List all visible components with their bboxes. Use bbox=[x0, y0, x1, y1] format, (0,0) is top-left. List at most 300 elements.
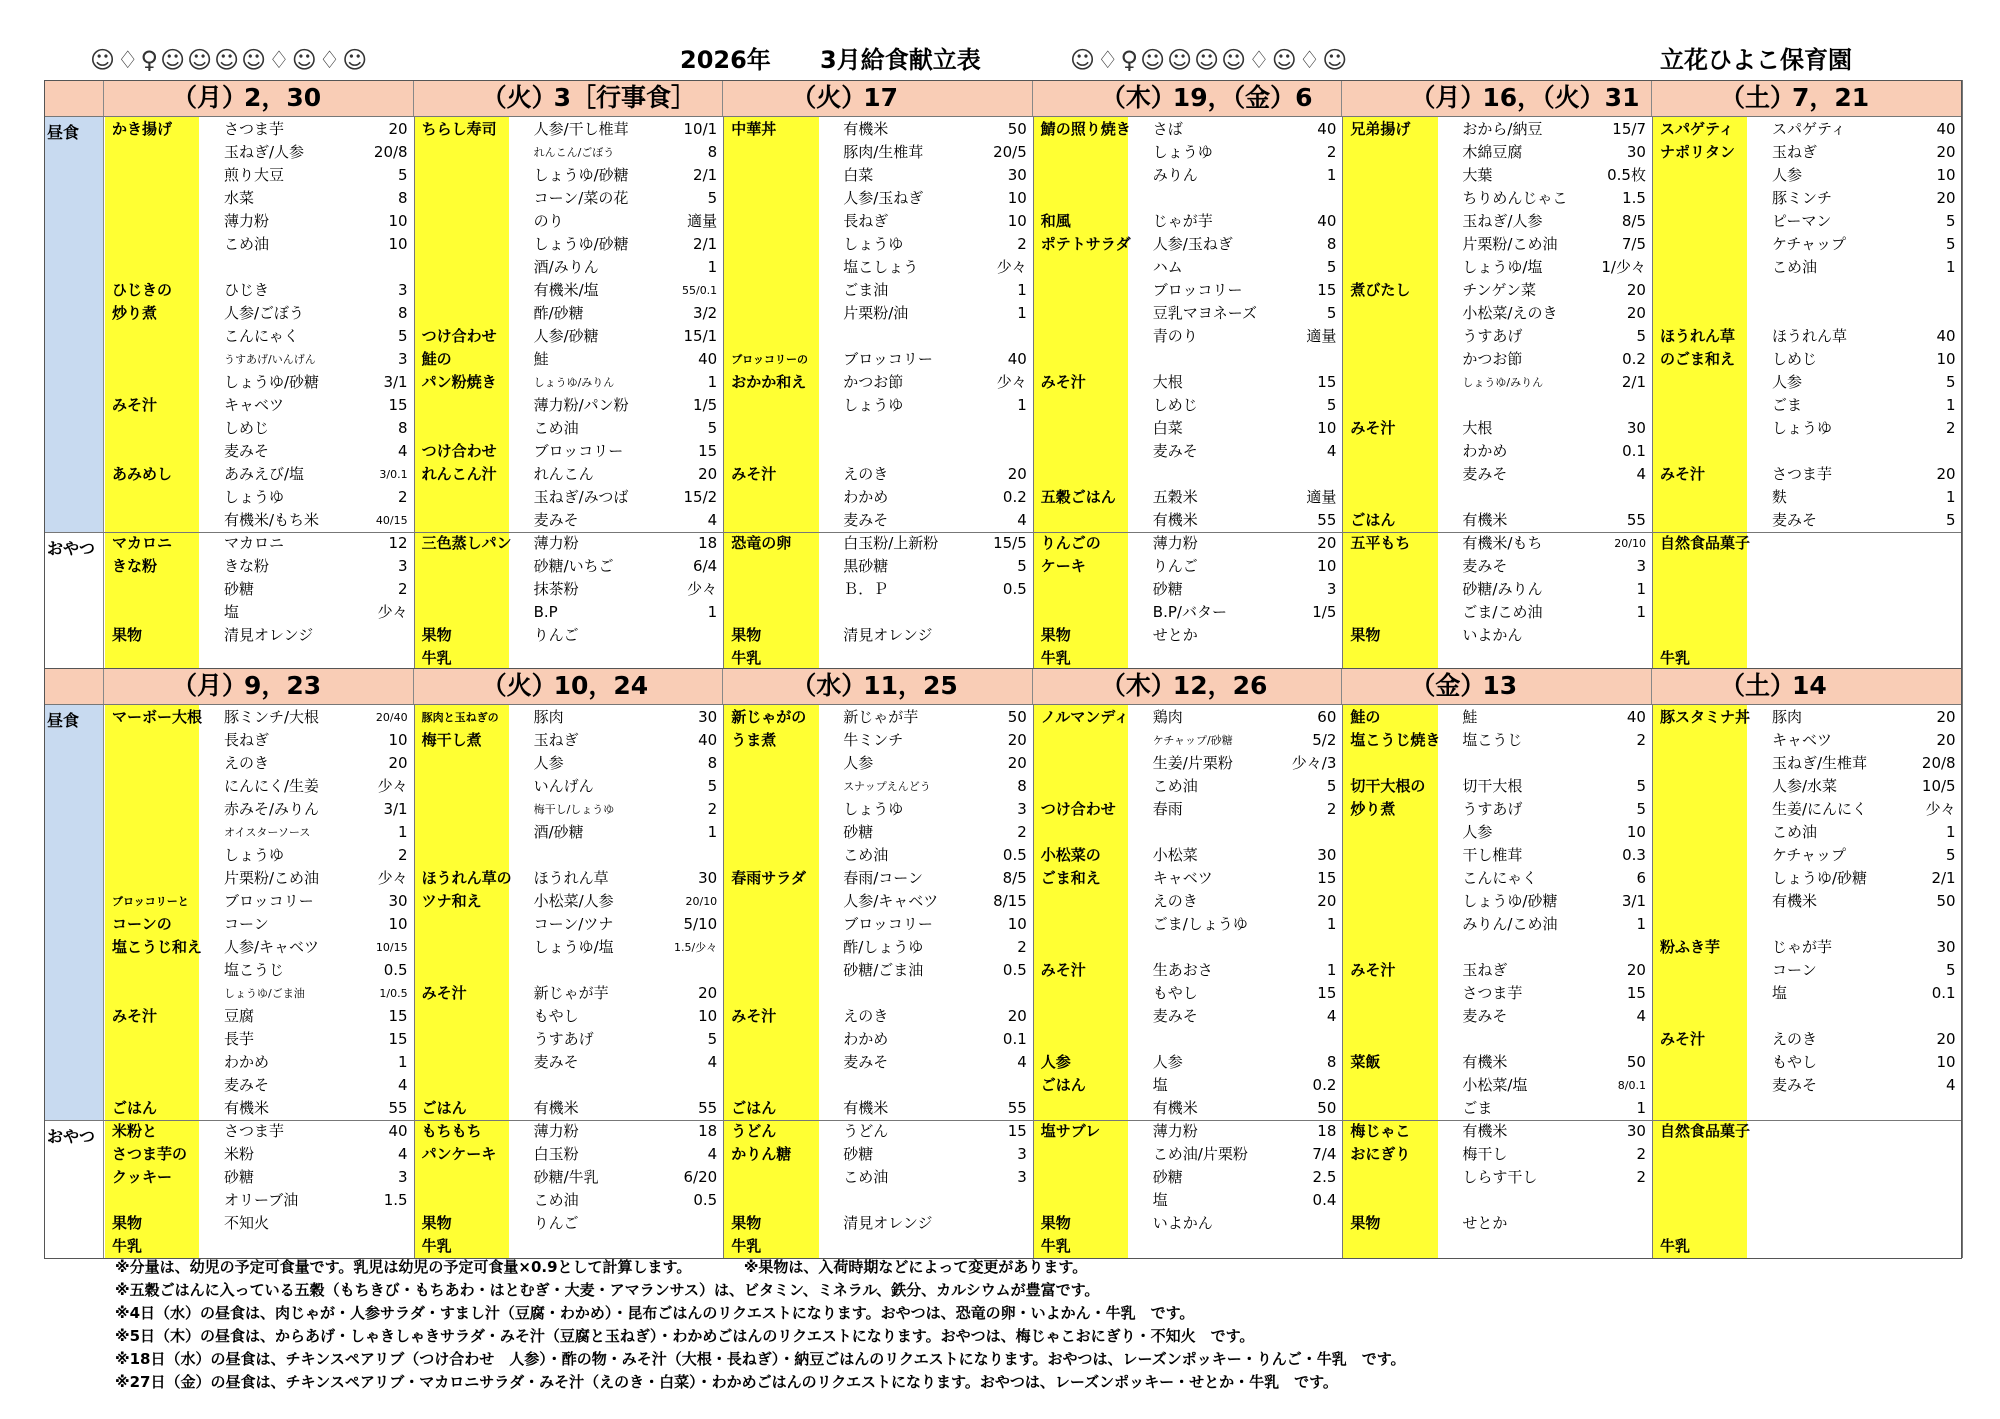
ingredient: 赤みそ/みりん bbox=[224, 800, 320, 818]
ingredient: 抹茶粉 bbox=[533, 580, 579, 598]
ingredient: 有機米 bbox=[1462, 511, 1508, 529]
quantity: 0.1 bbox=[1002, 1030, 1027, 1048]
ingredient: 塩 bbox=[1152, 1076, 1168, 1094]
quantity: 40 bbox=[1317, 120, 1337, 138]
dish-name: 三色蒸しパン bbox=[421, 534, 512, 552]
week-border bbox=[44, 80, 1962, 671]
dish-name: あみめし bbox=[112, 465, 173, 483]
quantity: 3 bbox=[398, 281, 408, 299]
quantity: 8 bbox=[707, 754, 718, 772]
ingredient: うすあげ bbox=[1462, 800, 1523, 818]
quantity: 5/2 bbox=[1312, 731, 1337, 749]
ingredient: 麦みそ bbox=[224, 1076, 270, 1094]
ingredient: れんこん bbox=[533, 465, 594, 483]
ingredient: しめじ bbox=[1772, 350, 1818, 368]
day-of-week: （金） bbox=[1410, 671, 1486, 700]
ingredient: 人参 bbox=[533, 754, 564, 772]
quantity: 2/1 bbox=[1621, 373, 1646, 391]
quantity: 3/2 bbox=[693, 304, 718, 322]
ingredient: しょうゆ/砂糖 bbox=[1462, 892, 1558, 910]
ingredient: ブロッコリー bbox=[1152, 281, 1243, 299]
ingredient: にんにく/生姜 bbox=[224, 777, 320, 795]
quantity: 40 bbox=[1936, 120, 1956, 138]
ingredient: りんご bbox=[533, 1214, 579, 1232]
quantity: 20 bbox=[1317, 534, 1337, 552]
ingredient: 清見オレンジ bbox=[843, 1214, 933, 1232]
quantity: 2 bbox=[1017, 823, 1027, 841]
ingredient: こめ油 bbox=[1772, 258, 1818, 276]
quantity: 4 bbox=[1017, 511, 1027, 529]
ingredient: ブロッコリー bbox=[843, 350, 933, 368]
dish-name: みそ汁 bbox=[421, 984, 467, 1002]
quantity: 1 bbox=[707, 373, 718, 391]
quantity: 40 bbox=[698, 731, 718, 749]
dish-name: 塩こうじ和え bbox=[112, 938, 203, 956]
ingredient: 有機米 bbox=[843, 120, 889, 138]
ingredient: いよかん bbox=[1152, 1214, 1213, 1232]
ingredient: 鶏肉 bbox=[1152, 708, 1183, 726]
quantity: 15/7 bbox=[1612, 120, 1646, 138]
ingredient: コーン bbox=[1772, 961, 1817, 979]
ingredient: 塩こうじ bbox=[1462, 731, 1523, 749]
notes bbox=[115, 1256, 1406, 1394]
dish-name: みそ汁 bbox=[731, 465, 777, 483]
quantity: 2 bbox=[1017, 938, 1027, 956]
ingredient: 春雨/コーン bbox=[843, 869, 923, 887]
ingredient: 薄力粉/パン粉 bbox=[533, 396, 629, 414]
dish-name: 和風 bbox=[1040, 212, 1071, 230]
nursery-name: 立花ひよこ保育園 bbox=[1660, 46, 1852, 74]
ingredient: しらす干し bbox=[1462, 1168, 1538, 1186]
quantity: 4 bbox=[1017, 1053, 1027, 1071]
ingredient: 砂糖/ごま油 bbox=[843, 961, 924, 979]
dish-name: 鮭の bbox=[1350, 708, 1381, 726]
quantity: 4 bbox=[1636, 1007, 1646, 1025]
ingredient: こんにゃく bbox=[1462, 869, 1538, 887]
quantity: 15 bbox=[1317, 984, 1337, 1002]
dish-name: 果物 bbox=[112, 1214, 143, 1232]
ingredient: 麦みそ bbox=[1152, 442, 1198, 460]
dish-name: 果物 bbox=[1350, 1214, 1381, 1232]
quantity: 20/8 bbox=[1921, 754, 1956, 772]
quantity: 1.5 bbox=[383, 1191, 408, 1209]
quantity: 3/1 bbox=[383, 800, 408, 818]
ingredient: 有機米/塩 bbox=[533, 281, 599, 299]
quantity: 18 bbox=[698, 534, 718, 552]
quantity: 2 bbox=[398, 846, 408, 864]
ingredient: 豚肉 bbox=[533, 708, 564, 726]
quantity: 2 bbox=[1636, 1145, 1646, 1163]
dish-name: 春雨サラダ bbox=[731, 869, 807, 887]
quantity: 10 bbox=[1936, 350, 1956, 368]
ingredient: 新じゃが芋 bbox=[843, 708, 919, 726]
quantity: 0.1 bbox=[1931, 984, 1956, 1002]
ingredient: 不知火 bbox=[224, 1214, 270, 1232]
quantity: 5 bbox=[1017, 557, 1027, 575]
ingredient: しょうゆ bbox=[843, 396, 904, 414]
ingredient: 塩 bbox=[1152, 1191, 1168, 1209]
ingredient: しょうゆ/ごま油 bbox=[224, 987, 305, 1000]
note-line: ※27日（金）の昼食は、チキンスペアリブ・マカロニサラダ・みそ汁（えのき・白菜）・わかめごはんのリクエストになります。おやつは、レーズンポッキー・せとか・牛乳 です。 bbox=[115, 1373, 1338, 1391]
quantity: 20/10 bbox=[685, 895, 718, 908]
ingredient: 玉ねぎ/生椎茸 bbox=[1772, 754, 1868, 772]
ingredient: 片栗粉/こめ油 bbox=[1462, 235, 1558, 253]
ingredient: 白菜 bbox=[1152, 419, 1183, 437]
ingredient: りんご bbox=[1152, 557, 1198, 575]
ingredient: キャベツ bbox=[1772, 731, 1833, 749]
quantity: 10 bbox=[1317, 419, 1337, 437]
dish-name: うどん bbox=[731, 1122, 777, 1140]
quantity: 10 bbox=[698, 1007, 718, 1025]
ingredient: 人参/キャベツ bbox=[224, 938, 320, 956]
quantity: 30 bbox=[388, 892, 408, 910]
ingredient: しょうゆ bbox=[1772, 419, 1833, 437]
ingredient: のり bbox=[533, 212, 564, 230]
ingredient: ごま bbox=[1772, 396, 1803, 414]
ingredient: B.P bbox=[533, 603, 558, 621]
quantity: 4 bbox=[1326, 1007, 1337, 1025]
dish-name: ポテトサラダ bbox=[1040, 235, 1131, 253]
ingredient: 鮭 bbox=[1462, 708, 1478, 726]
quantity: 2 bbox=[1946, 419, 1956, 437]
quantity: 15 bbox=[388, 1007, 408, 1025]
quantity: 40 bbox=[388, 1122, 408, 1140]
day-of-week: （月） bbox=[1410, 83, 1486, 112]
dish-name: ほうれん草 bbox=[1660, 327, 1736, 345]
ingredient: しょうゆ/砂糖 bbox=[533, 235, 629, 253]
ingredient: 小松菜 bbox=[1152, 846, 1198, 864]
ingredient: さつま芋 bbox=[1462, 984, 1523, 1002]
dish-name: 恐竜の卵 bbox=[731, 534, 792, 552]
dish-name: ツナ和え bbox=[421, 892, 482, 910]
quantity: 0.5 bbox=[693, 1191, 718, 1209]
ingredient: しょうゆ/砂糖 bbox=[1772, 869, 1868, 887]
ingredient: 人参/ごぼう bbox=[224, 304, 305, 322]
ingredient: さば bbox=[1152, 120, 1183, 138]
ingredient: 有機米 bbox=[1152, 1099, 1198, 1117]
quantity: 2 bbox=[707, 800, 718, 818]
dish-name: 塩サブレ bbox=[1040, 1122, 1101, 1140]
dish-name: ほうれん草の bbox=[421, 869, 512, 887]
quantity: 0.2 bbox=[1002, 488, 1027, 506]
dish-name: 五穀ごはん bbox=[1040, 488, 1116, 506]
quantity: 4 bbox=[398, 442, 408, 460]
quantity: 4 bbox=[398, 1145, 408, 1163]
quantity: 30 bbox=[1626, 1122, 1646, 1140]
quantity: 30 bbox=[1936, 938, 1956, 956]
quantity: 20 bbox=[1007, 1007, 1027, 1025]
ingredient: 薄力粉 bbox=[1152, 534, 1198, 552]
quantity: 15 bbox=[388, 1030, 408, 1048]
quantity: 少々 bbox=[1925, 800, 1956, 818]
ingredient: 豚ミンチ/大根 bbox=[224, 708, 320, 726]
ingredient: キャベツ bbox=[1152, 869, 1213, 887]
dish-name: パンケーキ bbox=[421, 1145, 497, 1163]
dish-name: 切干大根の bbox=[1350, 777, 1426, 795]
ingredient: マカロニ bbox=[224, 534, 285, 552]
ingredient: みりん/こめ油 bbox=[1462, 915, 1558, 933]
quantity: 20 bbox=[1626, 281, 1646, 299]
quantity: 1 bbox=[398, 1053, 408, 1071]
quantity: 3 bbox=[1017, 800, 1027, 818]
dish-name: ごま和え bbox=[1040, 869, 1101, 887]
snack-label: おやつ bbox=[47, 1127, 96, 1146]
quantity: 55 bbox=[388, 1099, 408, 1117]
ingredient: こめ油/片栗粉 bbox=[1152, 1145, 1248, 1163]
day-date: 13 bbox=[1482, 671, 1518, 700]
dish-name: 果物 bbox=[731, 626, 762, 644]
ingredient: 長芋 bbox=[224, 1030, 255, 1048]
ingredient: 塩 bbox=[1772, 984, 1788, 1002]
note-line: ※5日（木）の昼食は、からあげ・しゃきしゃきサラダ・みそ汁（豆腐と玉ねぎ）・わかめごはんのリクエストになります。おやつは、梅じゃこおにぎり・不知火 です。 bbox=[115, 1327, 1255, 1345]
quantity: 1/5 bbox=[693, 396, 718, 414]
ingredient: 砂糖 bbox=[843, 823, 874, 841]
dish-name: 果物 bbox=[1040, 626, 1071, 644]
ingredient: オイスターソース bbox=[224, 826, 311, 839]
dish-name: ごはん bbox=[1040, 1076, 1086, 1094]
ingredient: コーン/ツナ bbox=[533, 915, 614, 933]
day-of-week: （土） bbox=[1720, 83, 1796, 112]
ingredient: 酒/みりん bbox=[533, 258, 599, 276]
quantity: 20 bbox=[1626, 304, 1646, 322]
quantity: 4 bbox=[707, 511, 718, 529]
ingredient: ごま/こめ油 bbox=[1462, 603, 1543, 621]
day-date: 14 bbox=[1792, 671, 1827, 700]
ingredient: かつお節 bbox=[1462, 350, 1523, 368]
quantity: 少々 bbox=[687, 580, 718, 598]
quantity: 2 bbox=[398, 488, 408, 506]
day-date: 10，24 bbox=[553, 671, 649, 700]
ingredient: 塩 bbox=[224, 603, 240, 621]
dish-name: コーンの bbox=[112, 915, 172, 933]
ingredient: しょうゆ/砂糖 bbox=[533, 166, 629, 184]
ingredient: こんにゃく bbox=[224, 327, 299, 345]
quantity: 10 bbox=[1936, 166, 1956, 184]
ingredient: コーン bbox=[224, 915, 269, 933]
day-of-week: （火） bbox=[481, 671, 557, 700]
ingredient: 春雨 bbox=[1152, 800, 1183, 818]
dish-name: 兄弟揚げ bbox=[1350, 120, 1411, 138]
page-header bbox=[40, 28, 1960, 88]
quantity: 少々/3 bbox=[1291, 754, 1337, 772]
quantity: 1 bbox=[1017, 281, 1027, 299]
quantity: 1/少々 bbox=[1601, 258, 1646, 276]
ingredient: 人参/玉ねぎ bbox=[843, 189, 924, 207]
quantity: 5 bbox=[1326, 396, 1337, 414]
ingredient: しょうゆ bbox=[843, 235, 904, 253]
ingredient: 白菜 bbox=[843, 166, 874, 184]
quantity: 2 bbox=[398, 580, 408, 598]
ingredient: 酢/砂糖 bbox=[533, 304, 584, 322]
day-date: 3［行事食］ bbox=[553, 83, 696, 112]
ingredient: 麦みそ bbox=[1462, 1007, 1508, 1025]
quantity: 10 bbox=[1007, 189, 1027, 207]
quantity: 5 bbox=[1636, 800, 1646, 818]
dish-name: 牛乳 bbox=[421, 649, 452, 667]
ingredient: 黒砂糖 bbox=[843, 557, 889, 575]
quantity: 55 bbox=[1007, 1099, 1027, 1117]
quantity: 8/15 bbox=[993, 892, 1027, 910]
quantity: 5/10 bbox=[683, 915, 718, 933]
ingredient: 砂糖 bbox=[224, 1168, 255, 1186]
quantity: 3 bbox=[1326, 580, 1337, 598]
dish-name: 果物 bbox=[1040, 1214, 1071, 1232]
ingredient: きな粉 bbox=[224, 557, 270, 575]
day-date: 16，（火）31 bbox=[1482, 83, 1640, 112]
quantity: 40 bbox=[698, 350, 718, 368]
quantity: 少々 bbox=[377, 603, 408, 621]
week-border bbox=[44, 668, 1962, 1259]
ingredient: 薄力粉 bbox=[533, 1122, 579, 1140]
dish-name: みそ汁 bbox=[1660, 1030, 1706, 1048]
quantity: 55 bbox=[1317, 511, 1337, 529]
ingredient: ハム bbox=[1152, 258, 1183, 276]
quantity: 5 bbox=[707, 1030, 718, 1048]
ingredient: しょうゆ bbox=[224, 488, 285, 506]
ingredient: 煎り大豆 bbox=[224, 166, 285, 184]
dish-name: ケーキ bbox=[1040, 557, 1086, 575]
ingredient: 玉ねぎ bbox=[533, 731, 579, 749]
note-line: ※五穀ごはんに入っている五穀（もちきび・もちあわ・はとむぎ・大麦・アマランサス）は、ビタミン、ミネラル、鉄分、カルシウムが豊富です。 bbox=[115, 1281, 1100, 1299]
quantity: 1 bbox=[1636, 580, 1646, 598]
dish-name: りんごの bbox=[1040, 534, 1101, 552]
ingredient: うすあげ/いんげん bbox=[224, 353, 316, 366]
ingredient: スパゲティ bbox=[1772, 120, 1846, 138]
ingredient: 有機米 bbox=[224, 1099, 270, 1117]
quantity: 1 bbox=[398, 823, 408, 841]
quantity: 50 bbox=[1317, 1099, 1337, 1117]
dish-name: 中華丼 bbox=[731, 120, 777, 138]
quantity: 40 bbox=[1936, 327, 1956, 345]
ingredient: 有機米 bbox=[1462, 1053, 1508, 1071]
quantity: 10 bbox=[1626, 823, 1646, 841]
quantity: 2 bbox=[1636, 1168, 1646, 1186]
ingredient: じゃが芋 bbox=[1772, 938, 1833, 956]
ingredient: もやし bbox=[1772, 1053, 1818, 1071]
quantity: 20 bbox=[1007, 754, 1027, 772]
day-date: 12，26 bbox=[1172, 671, 1268, 700]
ingredient: 麦みそ bbox=[1152, 1007, 1198, 1025]
dish-name: ごはん bbox=[1350, 511, 1396, 529]
quantity: 18 bbox=[698, 1122, 718, 1140]
title-year: 2026年 bbox=[680, 46, 771, 74]
ingredient: 麦みそ bbox=[843, 511, 889, 529]
ingredient: チンゲン菜 bbox=[1462, 281, 1537, 299]
dish-name: 鯖の照り焼き bbox=[1040, 120, 1131, 138]
note-line: ※18日（水）の昼食は、チキンスペアリブ（つけ合わせ 人参）・酢の物・みそ汁（大根・長ねぎ）・納豆ごはんのリクエストになります。おやつは、レーズンポッキー・りんご・牛乳 です。 bbox=[115, 1350, 1406, 1368]
dish-name: 果物 bbox=[421, 626, 452, 644]
ingredient: 薄力粉 bbox=[533, 534, 579, 552]
dish-name: ごはん bbox=[731, 1099, 777, 1117]
quantity: 55/0.1 bbox=[681, 284, 718, 297]
dish-name: 牛乳 bbox=[731, 1237, 762, 1255]
ingredient: ケチャップ bbox=[1772, 846, 1846, 864]
note-line: ※分量は、幼児の予定可食量です。乳児は幼児の予定可食量×0.9として計算します。 ※果物は、入荷時期などによって変更があります。 bbox=[115, 1258, 1088, 1276]
quantity: 1 bbox=[1946, 258, 1956, 276]
quantity: 15 bbox=[1626, 984, 1646, 1002]
ingredient: 人参/キャベツ bbox=[843, 892, 939, 910]
day-of-week: （月） bbox=[172, 83, 248, 112]
quantity: 20 bbox=[1936, 143, 1956, 161]
quantity: 1 bbox=[1946, 396, 1956, 414]
quantity: 10/5 bbox=[1921, 777, 1956, 795]
quantity: 1 bbox=[1326, 961, 1337, 979]
quantity: 7/4 bbox=[1312, 1145, 1337, 1163]
ingredient: みりん bbox=[1152, 166, 1198, 184]
dish-name: 粉ふき芋 bbox=[1660, 938, 1721, 956]
ingredient: 麦みそ bbox=[533, 511, 579, 529]
dish-name: 自然食品菓子 bbox=[1660, 534, 1751, 552]
quantity: 15 bbox=[698, 442, 718, 460]
ingredient: ケチャップ/砂糖 bbox=[1152, 734, 1233, 747]
quantity: 3 bbox=[1017, 1168, 1027, 1186]
ingredient: ピーマン bbox=[1772, 212, 1832, 230]
ingredient: こめ油 bbox=[843, 846, 889, 864]
quantity: 適量 bbox=[1306, 488, 1337, 506]
ingredient: 有機米 bbox=[1462, 1122, 1508, 1140]
quantity: 4 bbox=[1946, 1076, 1956, 1094]
quantity: 30 bbox=[1626, 419, 1646, 437]
ingredient: ちりめんじゃこ bbox=[1462, 189, 1568, 207]
ingredient: ブロッコリー bbox=[843, 915, 933, 933]
ingredient: じゃが芋 bbox=[1152, 212, 1213, 230]
quantity: 55 bbox=[1626, 511, 1646, 529]
dish-name: かき揚げ bbox=[112, 120, 173, 138]
dish-name: 菜飯 bbox=[1350, 1053, 1381, 1071]
quantity: 少々 bbox=[377, 869, 408, 887]
ingredient: りんご bbox=[533, 626, 579, 644]
quantity: 3 bbox=[1017, 1145, 1027, 1163]
quantity: 15 bbox=[1317, 373, 1337, 391]
dish-name: 新じゃがの bbox=[731, 708, 807, 726]
ingredient: ケチャップ bbox=[1772, 235, 1846, 253]
ingredient: 麦みそ bbox=[1462, 465, 1508, 483]
quantity: 8/5 bbox=[1621, 212, 1646, 230]
ingredient: 片栗粉/油 bbox=[843, 304, 909, 322]
ingredient: 玉ねぎ/人参 bbox=[224, 143, 305, 161]
quantity: 5 bbox=[1946, 846, 1956, 864]
dish-name: マカロニ bbox=[112, 534, 173, 552]
ingredient: うすあげ bbox=[533, 1030, 594, 1048]
ingredient: こめ油 bbox=[533, 1191, 579, 1209]
ingredient: せとか bbox=[1152, 626, 1198, 644]
ingredient: 砂糖/みりん bbox=[1462, 580, 1543, 598]
ingredient: 麦みそ bbox=[1772, 1076, 1818, 1094]
ingredient: こめ油 bbox=[1772, 823, 1818, 841]
quantity: 1 bbox=[1946, 488, 1956, 506]
dish-name: 自然食品菓子 bbox=[1660, 1122, 1751, 1140]
ingredient: ブロッコリー bbox=[533, 442, 624, 460]
quantity: 1/0.5 bbox=[379, 987, 408, 1000]
quantity: 3/1 bbox=[383, 373, 408, 391]
quantity: 5 bbox=[1636, 327, 1646, 345]
quantity: 2 bbox=[1017, 235, 1027, 253]
quantity: 20 bbox=[698, 984, 718, 1002]
quantity: 18 bbox=[1317, 1122, 1337, 1140]
dish-name: れんこん汁 bbox=[421, 465, 497, 483]
quantity: 1.5 bbox=[1622, 189, 1646, 207]
ingredient: おから/納豆 bbox=[1462, 120, 1543, 138]
quantity: 1 bbox=[1636, 603, 1646, 621]
quantity: 1 bbox=[1636, 1099, 1646, 1117]
ingredient: しょうゆ/砂糖 bbox=[224, 373, 320, 391]
ingredient: しめじ bbox=[1152, 396, 1198, 414]
dish-name: 牛乳 bbox=[1040, 649, 1071, 667]
quantity: 8 bbox=[398, 419, 408, 437]
day-date: 9，23 bbox=[244, 671, 322, 700]
quantity: 5 bbox=[1946, 511, 1956, 529]
lunch-label: 昼食 bbox=[47, 711, 80, 730]
